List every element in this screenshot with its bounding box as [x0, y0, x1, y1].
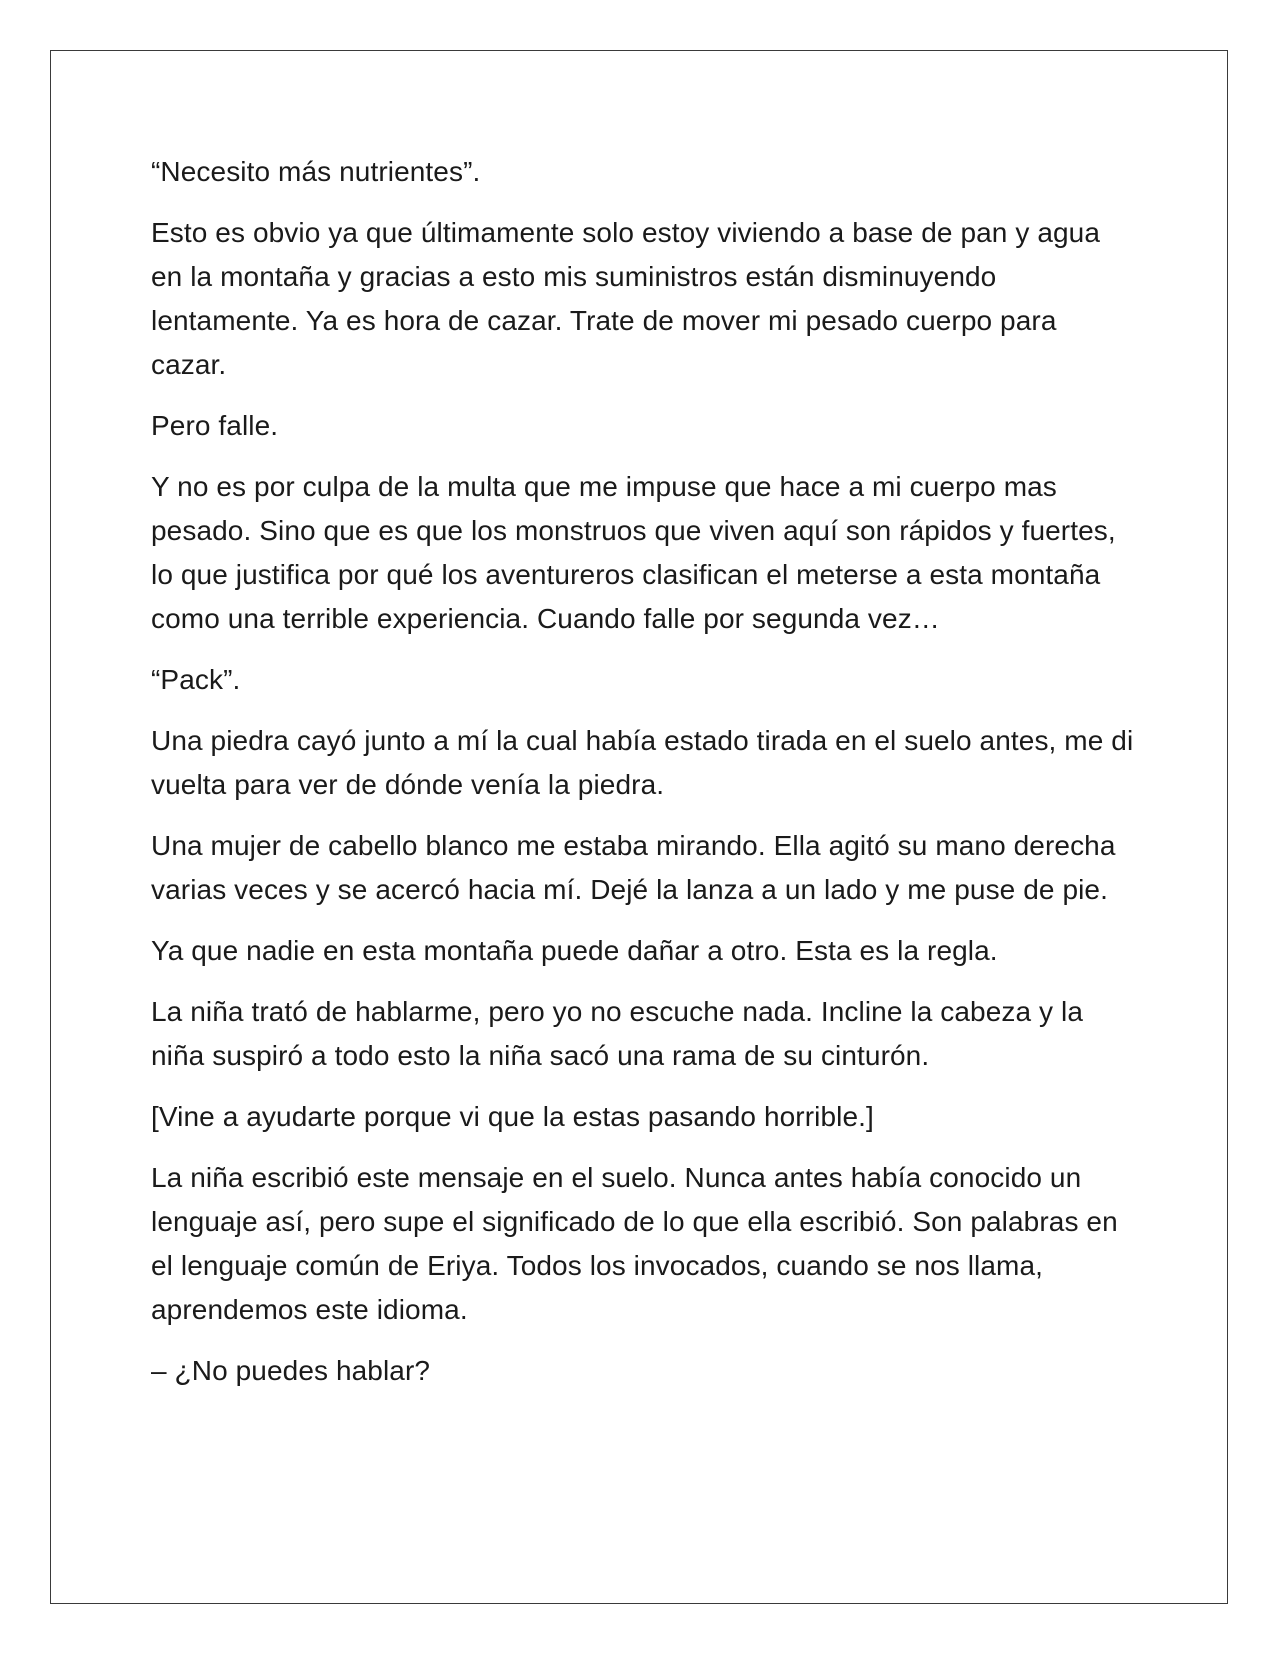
paragraph: La niña escribió este mensaje en el suelo. Nunca antes había conocido un lenguaje así, pero supe el significado de lo que ella escribió. Son palabras en el lenguaje común de Eriya. Todos los invocados, cuando se nos llama, aprendemos este idioma. [151, 1162, 1118, 1325]
paragraph: Pero falle. [151, 410, 279, 441]
paragraph: La niña trató de hablarme, pero yo no escuche nada. Incline la cabeza y la niña suspiró a todo esto la niña sacó una rama de su cinturón. [151, 996, 1084, 1071]
paragraph: “Necesito más nutrientes”. [151, 156, 481, 187]
paragraph: Una mujer de cabello blanco me estaba mirando. Ella agitó su mano derecha varias veces y se acercó hacia mí. Dejé la lanza a un lado y me puse de pie. [151, 830, 1116, 905]
paragraph: – ¿No puedes hablar? [151, 1355, 431, 1386]
paragraph: Una piedra cayó junto a mí la cual había estado tirada en el suelo antes, me di vuelta para ver de dónde venía la piedra. [151, 725, 1134, 800]
paragraph: Esto es obvio ya que últimamente solo estoy viviendo a base de pan y agua en la montaña y gracias a esto mis suministros están disminuyendo lentamente. Ya es hora de cazar. Trate de mover mi pesado cuerpo para cazar. [151, 217, 1101, 380]
document-body [151, 150, 1136, 1410]
paragraph: “Pack”. [151, 664, 241, 695]
paragraph: Ya que nadie en esta montaña puede dañar a otro. Esta es la regla. [151, 935, 998, 966]
paragraph: [Vine a ayudarte porque vi que la estas pasando horrible.] [151, 1101, 874, 1132]
paragraph: Y no es por culpa de la multa que me impuse que hace a mi cuerpo mas pesado. Sino que es que los monstruos que viven aquí son rápidos y fuertes, lo que justifica por qué los aventureros clasifican el meterse a esta montaña como una terrible experiencia. Cuando falle por segunda vez… [151, 471, 1116, 634]
